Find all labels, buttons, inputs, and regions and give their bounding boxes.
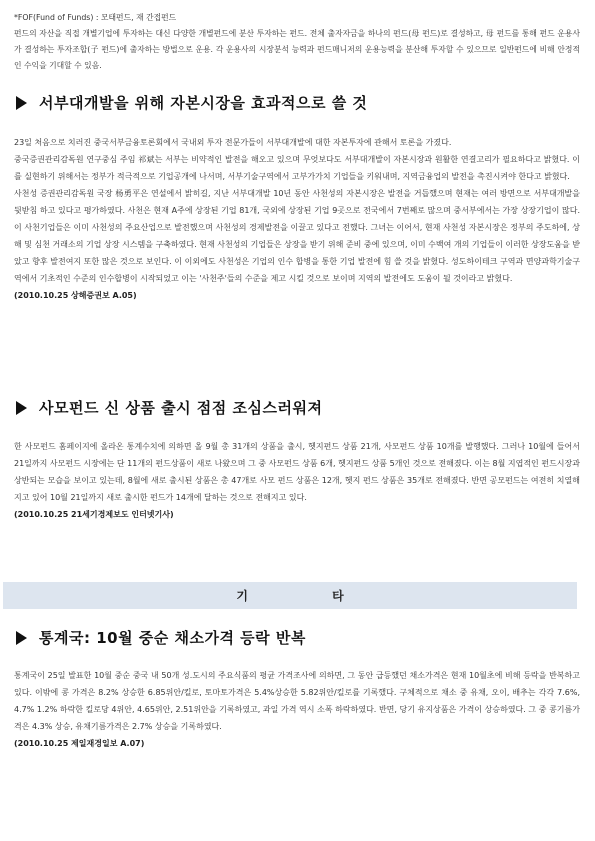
section1-body xyxy=(14,134,580,304)
section1-paragraph: 사천성 증권관리감독원 국장 杨勇平은 연설에서 밝히길, 지난 서부대개발 10년 동안 사천성의 자본시장은 발전을 거듭했으며 현재는 여러 방면으로 서부대개발을 뒷받침 하고 있다고 평가하였다. 사천은 현재 A주에 상장된 기업 81개, 국외에 상장된 기업 9곳으로 전국에서 7번째로 많으며 중서부에서는 가장 상장기업이 많다. 이 사천기업들은 이미 사천성의 주요산업으로 발전했으며 사천성의 경제발전을 이끌고 있다고 전했다. 그녀는 이어서, 현재 사천성 자본시장은 정부의 주도하에, 상해 및 심천 거래소의 기업 상장 시스템을 구축하였다. 현재 사천성의 기업들은 상장을 받기 위해 준비 중에 있으며, 이미 수백여 개의 기업들이 이러한 상장도움을 받았고 향후 발전여지 또한 많은 것으로 보인다. 이 이외에도 사천성은 기업의 인수 합병을 통한 기업 발전에 힘 쓸 것을 밝혔다. 성도하이테크 구역과 면양과학기술구역에서 기초적인 수준의 인수합병이 시작되었고 이는 '사천주'들의 수준을 제고 시킬 것으로 보이며 지역의 발전에도 도움이 될 것이라고 밝혔다. xyxy=(14,189,580,283)
arrowhead-bullet-icon xyxy=(16,96,27,110)
section2-source: (2010.10.25 21세기경제보도 인터넷기사) xyxy=(14,510,174,519)
fof-note-title: *FOF(Fund of Funds) : 모태펀드, 재 간접펀드 xyxy=(14,13,177,22)
section3-paragraph: 통계국이 25일 발표한 10월 중순 중국 내 50개 성.도시의 주요식품의 평균 가격조사에 의하면, 그 동안 급등했던 채소가격은 현재 10월초에 비해 등락을 반복하고 있다. 이밖에 콩 가격은 8.2% 상승한 6.85위안/킬로, 토마토가격은 5.4%상승한 5.82위안/킬로를 기록했다. 구체적으로 채소 중 유채, 오이, 배추는 각각 7.6%, 4.7% 1.2% 하락한 킬로당 4위안, 4.65위안, 2.51위안을 기록하였고, 과일 가격 역시 소폭 하락하였다. 반면, 당기 유지상품은 가격이 상승하였다. 그 중 콩기름가격은 4.3% 상승, 유채기름가격은 2.7% 상승을 기록하였다. xyxy=(14,671,580,731)
section1-paragraph: 중국증권관리감독원 연구중심 주임 祁斌는 서부는 비약적인 발전을 해오고 있으며 무엇보다도 서부대개발이 자본시장과 원활한 연결고리가 필요하다고 밝혔다. 이를 실현하기 위해서는 정부가 적극적으로 기업공개에 나서며, 서부기술구역에서 고부가가치 기업들을 키워내며, 지역금융업의 발전을 촉진시켜야 한다고 밝혔다. xyxy=(14,155,580,181)
arrowhead-bullet-icon xyxy=(16,401,27,415)
section2-body xyxy=(14,438,580,523)
section1-heading-text: 서부대개발을 위해 자본시장을 효과적으로 쓸 것 xyxy=(39,94,368,112)
section2-heading-text: 사모펀드 신 상품 출시 점점 조심스러워져 xyxy=(39,399,323,417)
section3-body xyxy=(14,667,580,752)
fof-note-body: 펀드의 자산을 직접 개별기업에 투자하는 대신 다양한 개별펀드에 분산 투자하는 펀드. 전체 출자자금을 하나의 펀드(母 펀드)로 결성하고, 母 펀드를 통해 펀드 운용사가 결성하는 투자조합(子 펀드)에 출자하는 방법으로 운용. 각 운용사의 시장분석 능력과 펀드매니저의 운용능력을 분산해 투자할 수 있으므로 일반펀드에 비해 안정적인 수익을 기대할 수 있음. xyxy=(14,29,580,70)
band-title: 기 타 xyxy=(236,589,384,603)
section3-heading xyxy=(14,627,580,648)
section2-paragraph: 한 사모펀드 홈페이지에 올라온 통계수치에 의하면 올 9월 총 31개의 상품을 출시, 헷지펀드 상품 21개, 사모펀드 상품 10개를 발행했다. 그러나 10월에 들어서 21일까지 사모펀드 시장에는 단 11개의 펀드상품이 새로 나왔으며 그 중 사모펀드 상품 6개, 헷지펀드 상품 5개인 것으로 전해졌다. 이는 8월 지엽적인 펀드시장과 상반되는 모습을 보이고 있는데, 8월에 새로 출시된 상품은 총 47개로 사모 펀드 상품은 12개, 헷지 펀드 상품은 35개로 전해졌다. 반면 공모펀드는 여전히 치열해지고 있어 10월 21일까지 새로 출시한 펀드가 14개에 달하는 것으로 전해지고 있다. xyxy=(14,442,580,502)
section3-source: (2010.10.25 제일재경일보 A.07) xyxy=(14,739,145,748)
section-band-other xyxy=(3,582,577,609)
fof-note xyxy=(14,10,580,74)
section1-heading xyxy=(14,92,580,113)
section1-paragraph: 23일 처음으로 치러진 중국서부금융토론회에서 국내외 투자 전문가들이 서부대개발에 대한 자본투자에 관해서 토론을 가졌다. xyxy=(14,138,452,147)
section1-source: (2010.10.25 상해증권보 A.05) xyxy=(14,291,137,300)
section3-heading-text: 통계국: 10월 중순 채소가격 등락 반복 xyxy=(39,629,306,647)
section2-heading xyxy=(14,397,580,418)
arrowhead-bullet-icon xyxy=(16,631,27,645)
